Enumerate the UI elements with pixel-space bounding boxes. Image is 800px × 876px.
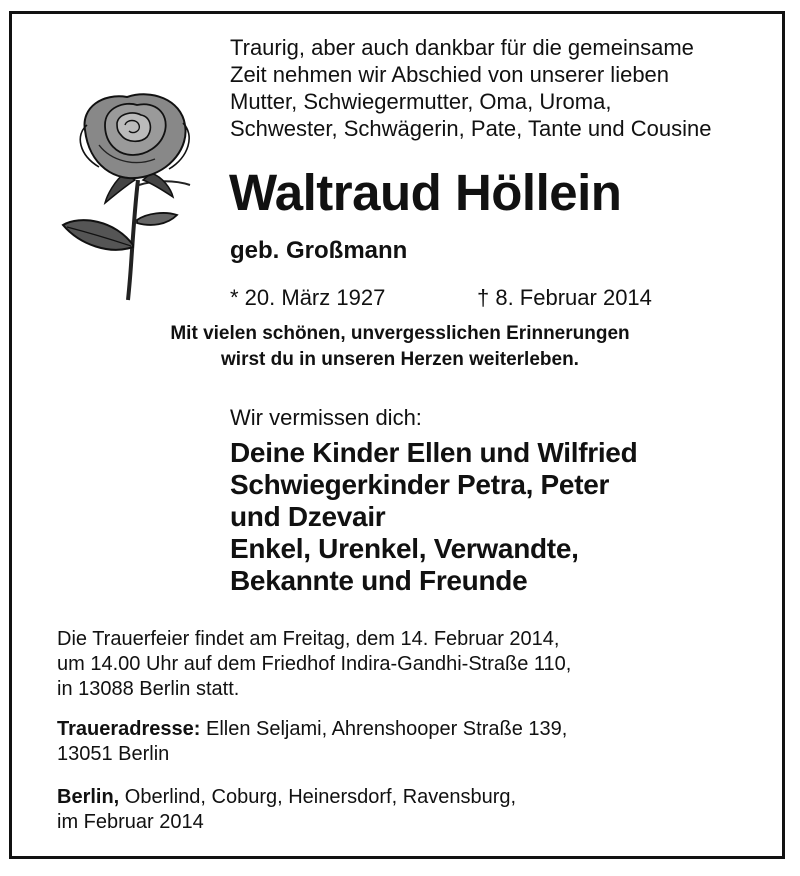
death-date: † 8. Februar 2014 [477,285,652,310]
funeral-line: in 13088 Berlin statt. [57,678,240,700]
mourners-line: und Dzevair [230,501,386,532]
place-date [57,785,516,835]
funeral-line: Die Trauerfeier findet am Freitag, dem 14. Februar 2014, [57,628,560,650]
birth-date: * 20. März 1927 [230,285,386,310]
mourners-line: Deine Kinder Ellen und Wilfried [230,437,638,468]
intro-line: Mutter, Schwiegermutter, Oma, Uroma, [230,89,612,114]
address-line: 13051 Berlin [57,743,170,765]
mourners-line: Enkel, Urenkel, Verwandte, [230,533,579,564]
mourners-line: Schwiegerkinder Petra, Peter [230,469,610,500]
motto-line: Mit vielen schönen, unvergesslichen Erinnerungen [170,323,630,344]
rose-icon [55,85,205,305]
motto [0,321,800,373]
intro-line: Traurig, aber auch dankbar für die gemeinsame [230,35,694,60]
place-line: Oberlind, Coburg, Heinersdorf, Ravensburg, [119,786,517,808]
address-line: Ellen Seljami, Ahrenshooper Straße 139, [200,718,568,740]
intro-line: Schwester, Schwägerin, Pate, Tante und Cousine [230,116,712,141]
funeral-info [57,627,571,702]
place-line: im Februar 2014 [57,811,204,833]
intro-text [230,34,711,142]
place-label: Berlin, [57,786,120,808]
motto-line: wirst du in unseren Herzen weiterleben. [221,349,579,370]
mourning-address [57,717,567,767]
intro-line: Zeit nehmen wir Abschied von unserer lieben [230,62,670,87]
funeral-line: um 14.00 Uhr auf dem Friedhof Indira-Gandhi-Straße 110, [57,653,572,675]
mourners-list [230,437,637,597]
mourners-line: Bekannte und Freunde [230,565,528,596]
address-label: Traueradresse: [57,718,201,740]
mourners-intro: Wir vermissen dich: [230,405,422,430]
deceased-name: Waltraud Höllein [229,164,622,221]
birth-name: geb. Großmann [230,237,408,264]
